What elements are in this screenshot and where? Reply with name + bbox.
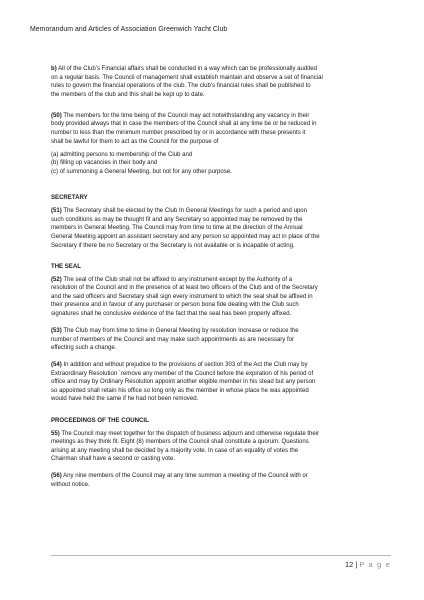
- document-body: [51, 65, 391, 489]
- clause-number: (51): [51, 208, 62, 215]
- clause-number: (52): [51, 276, 62, 283]
- page-header: Memorandum and Articles of Association Greenwich Yacht Club: [30, 26, 228, 33]
- section-heading-seal: THE SEAL: [51, 263, 81, 270]
- clause-53: (53) The Club may from time to time in General Meeting by resolution Increase or reduce the number of members of the Council and may make such appointments as are necessary for effecting such a change.: [51, 327, 299, 352]
- section-heading-proceedings: PROCEEDINGS OF THE COUNCIL: [51, 417, 149, 424]
- clause-55: 55) The Council may meet together for the dispatch of business adjourn and otherwise regulate their meetings as they think fit. Eight (8) members of the Council shall constitute a quorum. Questions arising at any meeting shall be decided by a majority vote. In case of an equality of votes the Chairman shall have a second or casting vote.: [51, 430, 320, 463]
- clause-52: (52) The seal of the Club shall not be affixed to any instrument except by the Authority of a resolution of the Council and in the presence of at least two officers of the Club and of the Secretary and the said officers and Secretary shall sign every instrument to which the seal shall be affixed in their presence and in favour of any purchaser or person bona fide dealing with the Club such signatures shall he conclusive evidence of the fact that the seal has been properly affixed.: [51, 276, 318, 318]
- list-item: (c) of summoning a General Meeting, but not for any other purpose.: [51, 168, 232, 175]
- clause-54: (54) In addition and without prejudice to the provisions of section 303 of the Act the Club may by Extraordinary Resolution `remove any member of the Council before the expiration of his period of office and may by Ordinary Resolution appoint another eligible member in his stead but any person so appointed shall retain his office so long only as the member in whose place he was appointed would have held the same if he had not been removed.: [51, 362, 316, 403]
- clause-56: (56) Any nine members of the Council may at any time summon a meeting of the Council with or without notice.: [51, 473, 308, 488]
- clause-number: (53): [51, 327, 62, 334]
- clause-50: (50) The members for the time being of the Council may act notwithstanding any vacancy in their body provided always that in case the members of the Council shall at any time be or be reduced in number to less than the minimum number prescribed by or in accordance with these presents it shall be lawful for them to act as the Council for the purpose of: [51, 112, 317, 145]
- footer-divider: [51, 555, 391, 556]
- list-item: (a) admitting persons to membership of the Club and: [51, 151, 193, 158]
- page-number: 12: [345, 560, 354, 569]
- clause-number: (50): [51, 112, 62, 119]
- clause-b-financial-affairs: b) All of the Club’s Financial affairs shall be conducted in a way which can be professionally audited on a regular basis. The Council of management shall establish maintain and observe a set of financial rules to govern the financial operations of the club. The club’s financial rules shall be published to the members of the club and this shall be kept up to date.: [51, 66, 323, 98]
- page-footer: [345, 560, 391, 569]
- clause-50-list: [51, 151, 391, 177]
- list-item: (b) filling up vacancies in their body and: [51, 160, 158, 167]
- clause-number: 55): [51, 430, 60, 437]
- clause-number: (56): [51, 473, 62, 480]
- page-label: P a g e: [359, 560, 391, 569]
- section-heading-secretary: SECRETARY: [51, 195, 88, 202]
- clause-number: (54): [51, 362, 62, 369]
- clause-number: b): [51, 66, 57, 72]
- page-separator: |: [355, 560, 358, 569]
- clause-51: (51) The Secretary shall be elected by the Club In General Meetings for such a period and upon such conditions as may be thought fit and any Secretary so appointed may be removed by the members in General Meeting. The Council may from time to time at the direction of the Annual General Meeting appoint an assistant secretary and any person so appointed may act in place of the Secretary if there be no Secretary or the Secretary is not available or is incapable of acting.: [51, 208, 320, 249]
